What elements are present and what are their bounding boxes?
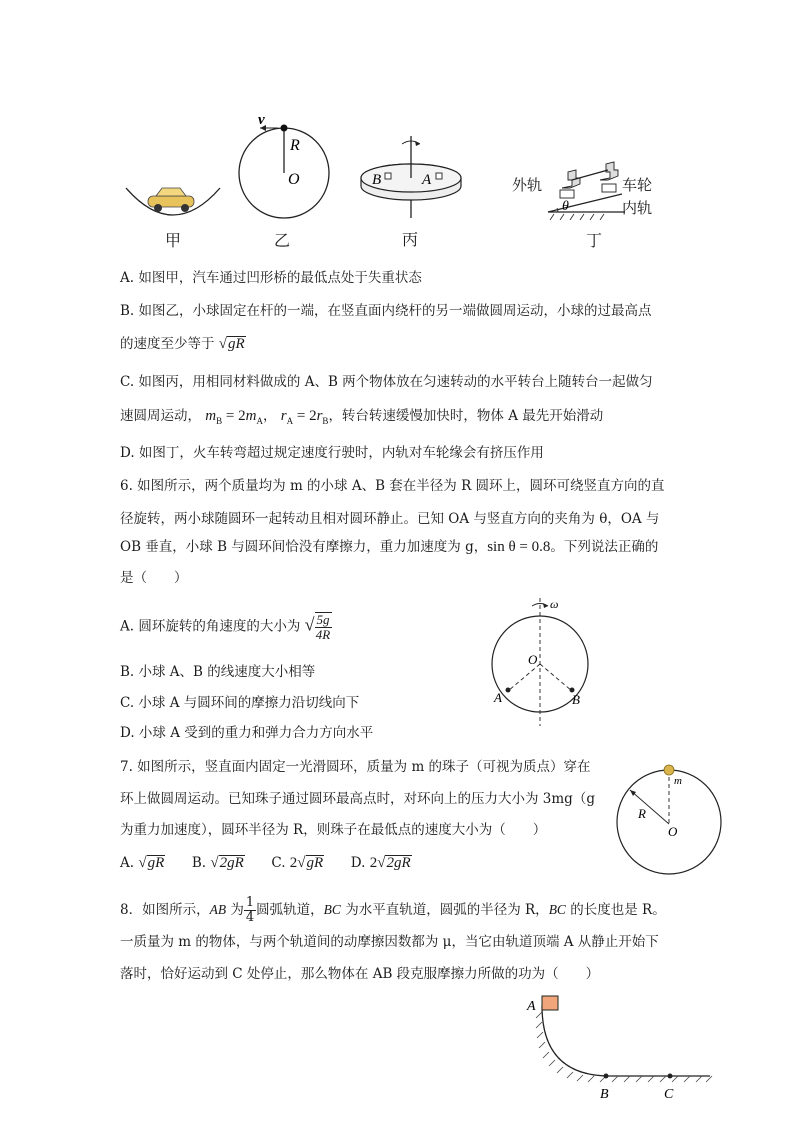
- label-omega: ω: [550, 597, 559, 611]
- q6-option-d: D. 小球 A 受到的重力和弹力合力方向水平: [120, 725, 374, 741]
- q5-option-b-line1: B. 如图乙，小球固定在杆的一端，在竖直面内绕杆的另一端做圆周运动，小球的过最高点: [120, 303, 652, 319]
- label-m: m: [674, 775, 682, 787]
- figure-ding: [510, 150, 670, 250]
- q6-stem-line2: 径旋转，两小球随圆环一起转动且相对圆环静止。已知 OA 与竖直方向的夹角为 θ，OA 与: [120, 511, 660, 527]
- label-outer-rail: 外轨: [512, 176, 543, 194]
- q7-options: [120, 853, 412, 873]
- concave-bridge-diagram: [118, 150, 228, 220]
- figure-label-bing: 丙: [402, 230, 419, 249]
- label-C: C: [664, 1087, 674, 1102]
- q5-option-c-line1: C. 如图丙，用相同材料做成的 A、B 两个物体放在匀速转动的水平转台上随转台一起做匀: [120, 374, 653, 390]
- q6-option-c: C. 小球 A 与圆环间的摩擦力沿切线向下: [120, 695, 360, 711]
- q7-stem-line1: 7. 如图所示，竖直面内固定一光滑圆环，质量为 m 的珠子（可视为质点）穿在: [120, 759, 591, 775]
- label-A: A: [422, 172, 432, 188]
- label-A: A: [494, 690, 502, 705]
- q8-figure: [520, 992, 720, 1104]
- label-wheel: 车轮: [622, 176, 653, 194]
- label-theta: θ: [562, 199, 569, 214]
- q8-stem-line1: 8．如图所示，AB 为 $\frac{1}{4}$ 圆弧轨道，BC 为水平直轨道，圆弧的半径为 R，BC 的长度也是 R。: [120, 895, 666, 925]
- turntable-diagram: [356, 130, 466, 222]
- ring-bead-diagram: [612, 762, 732, 880]
- figure-label-jia: 甲: [165, 231, 182, 250]
- q6-stem-line1: 6. 如图所示，两个质量均为 m 的小球 A、B 套在半径为 R 圆环上，圆环可绕竖直方向的直: [120, 478, 665, 494]
- rod-circle-diagram: [230, 110, 340, 222]
- q7-stem-line3: 为重力加速度），圆环半径为 R，则珠子在最低点的速度大小为（ ）: [120, 822, 547, 838]
- figure-jia: [118, 150, 228, 250]
- q6-option-b: B. 小球 A、B 的线速度大小相等: [120, 664, 316, 680]
- q8-stem-line3: 落时，恰好运动到 C 处停止，那么物体在 AB 段克服摩擦力所做的功为（ ）: [120, 966, 600, 982]
- label-inner-rail: 内轨: [622, 199, 653, 217]
- ring-two-balls-diagram: [488, 596, 598, 730]
- label-O: O: [528, 652, 538, 667]
- car-icon: [148, 188, 194, 212]
- q7-option-c: C. 2√gR: [271, 855, 324, 871]
- q7-stem-line2: 环上做圆周运动。已知珠子通过圆环最高点时，对环向上的压力大小为 3mg（g: [120, 791, 595, 807]
- q6-stem-line4: 是（ ）: [120, 570, 188, 586]
- label-v: v: [258, 112, 265, 128]
- q7-figure: [612, 762, 732, 880]
- q7-option-d: D. 2√2gR: [350, 855, 411, 871]
- q6-figure: [488, 596, 598, 730]
- figure-label-yi: 乙: [274, 231, 291, 250]
- q5-option-c-line2: 速圆周运动， $m_B = 2m_A$， $r_A = 2r_B$，转台转速缓慢加快时，物体 A 最先开始滑动: [120, 408, 604, 426]
- q5-option-a: A. 如图甲，汽车通过凹形桥的最低点处于失重状态: [120, 270, 422, 286]
- q5-option-d: D. 如图丁，火车转弯超过规定速度行驶时，内轨对车轮缘会有挤压作用: [120, 445, 544, 461]
- label-B: B: [372, 172, 382, 188]
- label-R: R: [290, 137, 300, 154]
- figure-label-ding: 丁: [586, 231, 603, 250]
- q5-option-b-line2: 的速度至少等于 √gR: [120, 336, 245, 352]
- q7-option-b: B. √2gR: [191, 855, 244, 871]
- label-B: B: [600, 1087, 609, 1102]
- label-B: B: [572, 692, 580, 707]
- q8-stem-line2: 一质量为 m 的物体，与两个轨道间的动摩擦因数都为 μ，当它由轨道顶端 A 从静止开始下: [120, 934, 659, 950]
- label-O: O: [288, 171, 300, 188]
- label-R: R: [638, 806, 646, 821]
- q7-option-a: A. √gR: [120, 855, 165, 871]
- q6-option-a: A. 圆环旋转的角速度的大小为 √ $\frac{5g}{4R}$: [120, 612, 331, 642]
- figure-yi: [230, 110, 340, 250]
- label-O: O: [668, 824, 678, 839]
- q6-stem-line3: OB 垂直，小球 B 与圆环间恰没有摩擦力，重力加速度为 g，sin θ = 0.8。下列说法正确的: [120, 539, 659, 555]
- figure-bing: [356, 130, 466, 250]
- label-A: A: [527, 999, 536, 1014]
- arc-track-diagram: [520, 992, 720, 1104]
